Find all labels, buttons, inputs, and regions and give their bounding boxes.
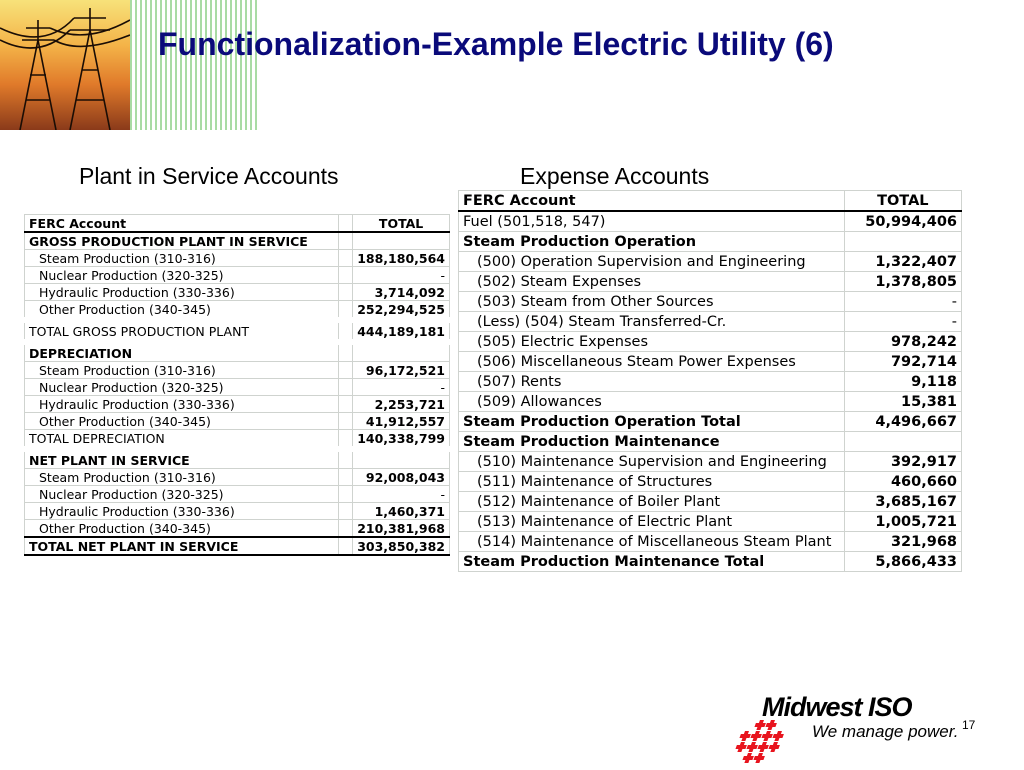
row-label: Steam Production Operation [459,232,845,252]
row-label: Nuclear Production (320-325) [25,267,339,284]
table-row [25,396,450,413]
spacer-cell [339,215,353,233]
table-header-row [459,191,962,212]
header-ferc-account: FERC Account [25,215,339,233]
table-row [459,352,962,372]
table-row [25,469,450,486]
row-value [353,232,450,250]
spacer-cell [339,267,353,284]
row-value: 50,994,406 [844,211,961,232]
table-row [459,492,962,512]
row-label: (502) Steam Expenses [459,272,845,292]
spacer-cell [339,320,353,342]
row-value: 140,338,799 [353,430,450,450]
row-value [353,342,450,362]
row-value [844,432,961,452]
spacer-cell [339,396,353,413]
spacer-cell [339,503,353,520]
table-row [459,412,962,432]
table-row [25,232,450,250]
spacer-cell [339,486,353,503]
table-row [25,342,450,362]
spacer-cell [339,232,353,250]
table-row [459,452,962,472]
row-label: Steam Production (310-316) [25,250,339,267]
spacer-cell [339,520,353,538]
row-label: Steam Production (310-316) [25,469,339,486]
row-label: Hydraulic Production (330-336) [25,396,339,413]
row-value: 41,912,557 [353,413,450,430]
table-row [459,232,962,252]
row-label: Steam Production (310-316) [25,362,339,379]
row-value: 1,460,371 [353,503,450,520]
row-value: 4,496,667 [844,412,961,432]
table-row [459,472,962,492]
row-label: Hydraulic Production (330-336) [25,284,339,301]
row-label: (506) Miscellaneous Steam Power Expenses [459,352,845,372]
table-row [25,520,450,538]
row-label: Hydraulic Production (330-336) [25,503,339,520]
table-header-row [25,215,450,233]
page-title: Functionalization-Example Electric Utility (6) [158,26,834,62]
row-label: Nuclear Production (320-325) [25,379,339,396]
table-row [459,252,962,272]
row-label: (513) Maintenance of Electric Plant [459,512,845,532]
spacer-cell [339,379,353,396]
row-label: (503) Steam from Other Sources [459,292,845,312]
row-label: Other Production (340-345) [25,520,339,538]
row-value: 252,294,525 [353,301,450,321]
spacer-cell [339,430,353,450]
power-tower-icon [0,0,130,130]
row-value: - [844,312,961,332]
spacer-cell [339,413,353,430]
row-label: Nuclear Production (320-325) [25,486,339,503]
row-label: Steam Production Maintenance [459,432,845,452]
table-row [459,332,962,352]
row-label: Steam Production Maintenance Total [459,552,845,572]
row-value: - [353,379,450,396]
row-label: TOTAL DEPRECIATION [25,430,339,450]
row-label: (500) Operation Supervision and Engineering [459,252,845,272]
row-label: TOTAL NET PLANT IN SERVICE [25,537,339,555]
spacer-cell [339,342,353,362]
row-value: - [353,267,450,284]
row-value [353,449,450,469]
row-label: (507) Rents [459,372,845,392]
spacer-cell [339,537,353,555]
table-row [25,449,450,469]
row-label: GROSS PRODUCTION PLANT IN SERVICE [25,232,339,250]
row-value: 1,378,805 [844,272,961,292]
table-row [459,272,962,292]
row-value: - [353,486,450,503]
row-label: NET PLANT IN SERVICE [25,449,339,469]
spacer-cell [339,301,353,321]
table-row [25,537,450,555]
row-value: 1,005,721 [844,512,961,532]
row-label: (511) Maintenance of Structures [459,472,845,492]
row-value: 3,685,167 [844,492,961,512]
table-row [25,284,450,301]
row-value: 3,714,092 [353,284,450,301]
table-row [25,503,450,520]
spacer-cell [339,469,353,486]
row-value: 792,714 [844,352,961,372]
logo-wordmark: Midwest ISO [762,692,912,722]
table-row [459,292,962,312]
row-value: 9,118 [844,372,961,392]
row-value: 392,917 [844,452,961,472]
row-value: 444,189,181 [353,320,450,342]
page-number: 17 [962,718,976,732]
row-value: 303,850,382 [353,537,450,555]
row-value: - [844,292,961,312]
plant-in-service-table [24,214,450,556]
table-row [25,250,450,267]
row-label: Fuel (501,518, 547) [459,211,845,232]
expense-accounts-table [458,190,962,572]
row-value: 15,381 [844,392,961,412]
logo-tagline: We manage power. [812,722,959,741]
row-label: Steam Production Operation Total [459,412,845,432]
table-row [459,532,962,552]
row-value: 210,381,968 [353,520,450,538]
table-row [25,362,450,379]
row-label: (512) Maintenance of Boiler Plant [459,492,845,512]
row-label: TOTAL GROSS PRODUCTION PLANT [25,320,339,342]
plant-caption: Plant in Service Accounts [79,163,339,189]
table-row [25,486,450,503]
expense-caption: Expense Accounts [520,163,710,189]
power-lines-banner-image [0,0,130,130]
row-value: 188,180,564 [353,250,450,267]
row-value: 460,660 [844,472,961,492]
row-value: 92,008,043 [353,469,450,486]
table-row [459,432,962,452]
spacer-cell [339,362,353,379]
table-row [459,312,962,332]
header-ferc-account: FERC Account [459,191,845,212]
row-value: 321,968 [844,532,961,552]
spacer-cell [339,284,353,301]
table-row [25,430,450,450]
row-value: 2,253,721 [353,396,450,413]
row-value: 5,866,433 [844,552,961,572]
header-total: TOTAL [844,191,961,212]
table-row [459,392,962,412]
row-label: (Less) (504) Steam Transferred-Cr. [459,312,845,332]
row-label: Other Production (340-345) [25,301,339,321]
row-label: Other Production (340-345) [25,413,339,430]
table-row [459,211,962,232]
table-row [459,372,962,392]
row-label: (509) Allowances [459,392,845,412]
row-label: (514) Maintenance of Miscellaneous Steam Plant [459,532,845,552]
row-value: 1,322,407 [844,252,961,272]
spacer-cell [339,449,353,469]
table-row [459,512,962,532]
table-row [25,267,450,284]
row-label: (505) Electric Expenses [459,332,845,352]
row-value [844,232,961,252]
table-row [25,413,450,430]
spacer-cell [339,250,353,267]
header-total: TOTAL [353,215,450,233]
row-label: (510) Maintenance Supervision and Engineering [459,452,845,472]
row-value: 96,172,521 [353,362,450,379]
row-label: DEPRECIATION [25,342,339,362]
table-row [25,301,450,321]
table-row [25,379,450,396]
table-row [25,320,450,342]
table-row [459,552,962,572]
row-value: 978,242 [844,332,961,352]
green-stripe-decoration [130,0,258,130]
